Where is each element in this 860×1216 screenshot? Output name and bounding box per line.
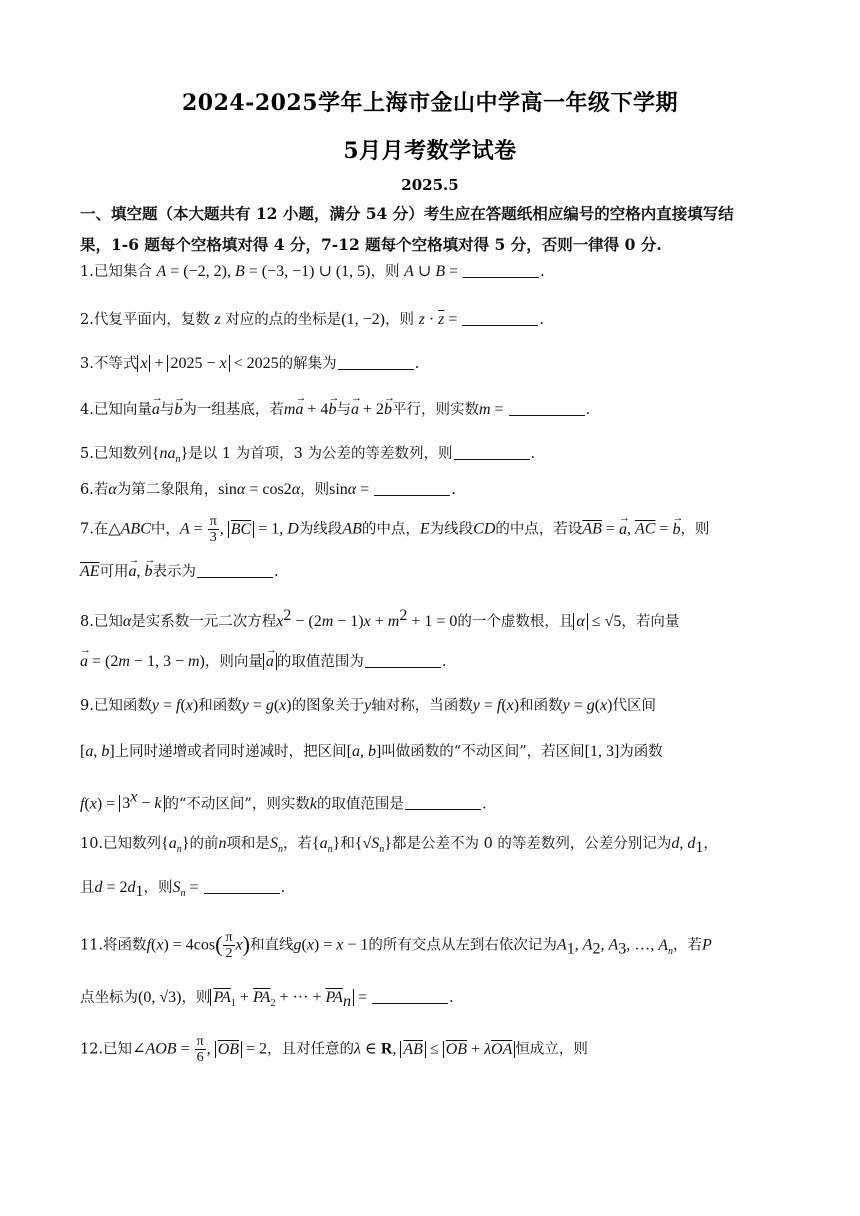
question-3: 3.不等式 x + 2025 − x < 2025的解集为 . <box>80 355 420 372</box>
answer-blank-11[interactable] <box>372 989 448 1004</box>
question-4: 4.已知向量→ a与→ b为一组基底，若m→ a + 4→ b与→ a + 2→ b平行，则实数m = . <box>80 400 780 420</box>
question-10-line1: 10.已知数列$\{a_n\}$的前n项和是$S_n$，若$\{a_n\}$和$\{√S_n\}$都是公差不为 0 的等差数列，公差分别记为d, $d_1$， <box>80 835 718 856</box>
exam-date: 2025.5 <box>401 176 459 194</box>
exam-title-line2: 5月月考数学试卷 <box>343 138 517 164</box>
answer-blank-3[interactable] <box>338 355 414 370</box>
question-9-line2: [a, b]上同时递增或者同时递减时，把区间[a, b]叫做函数的“不动区间”，若区间[1, 3]为函数 <box>80 743 663 760</box>
section-instructions-line1: 一、填空题（本大题共有 12 小题，满分 54 分）考生应在答题纸相应编号的空格内直接填写结 <box>80 204 734 223</box>
question-5: 5.已知数列$\{na_n\}$是以 1 为首项，3 为公差的等差数列，则 . <box>80 445 536 466</box>
question-11-line1: 11.将函数f(x) = 4cos( $\frac{\pi}{2}$ x)和直线g(x) = x − 1的所有交点从左到右依次记为$A_1$, $A_2$, $A_3$, …, $A_n$，若P <box>80 930 712 961</box>
exam-title-line1: 2024-2025学年上海市金山中学高一年级下学期 <box>181 90 679 116</box>
answer-blank-4[interactable] <box>509 401 585 416</box>
question-8-line1: 8.已知α是实系数一元二次方程$x^2 - (2m - 1)x + m^2 + 1 = 0$的一个虚数根，且 α ≤ √5，若向量 <box>80 607 680 630</box>
answer-blank-7[interactable] <box>197 563 273 578</box>
question-11-line2: 点坐标为(0, √3)，则 $\overline{PA}_1 + \overline{PA}_2$ + ··· + $\overline{PA}_n$ = . <box>80 989 454 1011</box>
question-9-line3: $f(x) = 3^x - k$ 的“不动区间”，则实数k的取值范围是 . <box>80 789 487 813</box>
question-8-line2: → a = (2m − 1, 3 − m)，则向量 → a 的取值范围为 . <box>80 652 780 672</box>
answer-blank-8[interactable] <box>365 653 441 668</box>
question-12: 12.已知∠AOB = $\frac{\pi}{6}$ , $\overline{OB} = 2$，且对任意的λ ∈ R, $\overline{AB} \le \overline{OB} + \lambda\overline{OA}$ 恒成立，则 <box>80 1034 588 1065</box>
answer-blank-6[interactable] <box>374 481 450 496</box>
answer-blank-10[interactable] <box>204 879 280 894</box>
question-1: 1.已知集合 A = (−2, 2), B = (−3, −1) ∪ (1, 5)，则 A ∪ B = . <box>80 263 545 280</box>
question-7-line1: 7.在△ABC中，A = $\frac{\pi}{3}$ , $\overline{BC} = 1$, D为线段AB的中点，E为线段CD的中点，若设$\overline{AB}$ = → a, $\overline{AC}$ = → b，则 <box>80 514 780 545</box>
section-instructions-line2: 果，1-6 题每个空格填对得 4 分，7-12 题每个空格填对得 5 分，否则一律得 0 分. <box>80 235 662 254</box>
question-7-line2: $\overline{AE}$可用→ a, → b表示为 . <box>80 562 780 582</box>
question-6: 6.若α为第二象限角，sinα = cos2α，则sinα = . <box>80 481 456 498</box>
section-instructions <box>80 198 780 260</box>
answer-blank-9[interactable] <box>405 795 481 810</box>
question-2: 2.代复平面内，复数 z 对应的点的坐标是(1, −2)，则 $z \cdot \overline{z}$ = . <box>80 311 545 328</box>
answer-blank-1[interactable] <box>463 263 539 278</box>
answer-blank-2[interactable] <box>462 311 538 326</box>
question-9-line1: 9.已知函数y = f(x)和函数y = g(x)的图象关于y轴对称，当函数y = f(x)和函数y = g(x)代区间 <box>80 697 656 714</box>
answer-blank-5[interactable] <box>454 445 530 460</box>
question-10-line2: 且$d = 2d_1$，则$S_n$ = . <box>80 879 286 900</box>
